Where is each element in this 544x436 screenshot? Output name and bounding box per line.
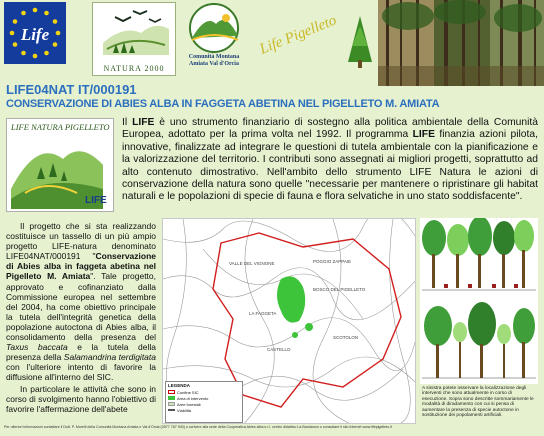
intro-life-bold-1: LIFE — [132, 117, 155, 128]
legend-swatch-1 — [168, 390, 175, 394]
natura-birds-icon — [93, 3, 177, 63]
project-code: LIFE04NAT IT/000191 — [6, 82, 137, 97]
intervention-map — [162, 218, 416, 424]
header — [0, 0, 544, 80]
legend-swatch-3 — [168, 402, 175, 406]
intro-life-bold-2: LIFE — [412, 129, 435, 141]
natura-2000-logo — [92, 2, 176, 76]
tree-diagram-before — [422, 218, 536, 290]
desc-text-4: con l'ulteriore intento di favorire la diffusione all'interno del SIC. — [6, 362, 156, 383]
hills-life-illustration — [7, 119, 113, 211]
thinning-diagrams — [420, 218, 538, 384]
pigelleto-text: Life Pigelleto — [257, 12, 339, 58]
legend-label-4: Viabilità — [177, 407, 191, 413]
legend-title: LEGENDA — [168, 383, 191, 388]
comunita-label — [182, 54, 246, 68]
intro-paragraph — [122, 117, 538, 204]
forest-photos — [378, 0, 544, 86]
desc-text-3: e la tutela della presenza della — [6, 342, 157, 363]
comunita-line2: Amiata Val d'Orcia — [189, 61, 239, 67]
legend-row-4 — [166, 407, 242, 413]
life-natura-pigelleto-box — [6, 118, 114, 212]
desc-salamandrina: Salamandrina terdigitata — [63, 352, 157, 363]
tree-diagram-illustration — [420, 218, 538, 384]
comunita-line1: Comunità Montana — [188, 54, 240, 60]
eu-life-logo — [4, 2, 66, 64]
eu-stars-icon — [4, 2, 66, 64]
legend-swatch-4 — [168, 409, 175, 411]
footer-contact: Per ulteriori informazioni contattare il Dott. P. Morelli della Comunità Montana Amiata e Val d'Orcia (0577 787 940) o scrivere alla sede della Cooperativa Abies alba s.r.l. centro didattico La Bandanon o consultare il sito internet www.lifepigelleto.it — [4, 425, 392, 429]
intro-part-1: Il — [122, 117, 133, 128]
map-label-5: CASTELLO — [267, 347, 291, 352]
map-label-2: POGGIO ZAPPAIE — [313, 259, 352, 264]
project-paragraph-2: In particolare le attività che sono in corso di svolgimento hanno l'obiettivo di favorire l'affermazione dell'abete — [6, 383, 156, 414]
intro-part-3: finanzia azioni pilota, innovative, finalizzate ad integrare le questioni di tutela ambientale con la pianificazione e la valorizzazione del territorio. I contributi sono assegnati ai migliori progetti, soprattutto ad alto contenuto dimostrativo. Nell'ambito dello strumento LIFE Natura le azioni di conservazione della natura sono quelle "necessarie per mantenere o ripristinare gli habitat naturali e le popolazioni di specie di fauna e flora selvatiche in uno stato soddisfacente". — [122, 129, 538, 203]
legend-label-2: Area di intervento — [177, 395, 209, 401]
project-title: CONSERVAZIONE DI ABIES ALBA IN FAGGETA ABETINA NEL PIGELLETO M. AMIATA — [6, 98, 440, 110]
comunita-montana-logo — [182, 2, 246, 76]
tree-diagram-after — [422, 302, 536, 378]
legend-label-3: Aree forestali — [177, 401, 201, 407]
life-box-logo-text: LIFE — [85, 195, 107, 206]
forest-photo-collage — [378, 0, 544, 86]
intervention-areas — [277, 276, 313, 338]
desc-text-2: ". Tale progetto, approvato e cofinanziato dalla Commissione europea nel settembre del 2004, ha come obiettivo principale la tutela dell'integrità genetica della popolazione autoctona di Abies alba, il consolidamento della presenza del — [6, 271, 156, 343]
desc-taxus: Taxus baccata — [6, 342, 68, 353]
legend-swatch-2 — [168, 396, 175, 400]
desc-project-title: Conservazione di Abies alba in faggeta abetina nel Pigelleto M. Amiata — [6, 251, 156, 282]
legend-label-1: Confine SIC — [177, 389, 199, 395]
natura-label: NATURA 2000 — [103, 64, 165, 73]
desc-text-1: Il progetto che si sta realizzando costituisce un tassello di un più ampio progetto LIFE-natura denominato LIFE04NAT/000191 " — [6, 221, 156, 262]
map-label-1: VALLE DEL VIGNONE — [229, 261, 275, 266]
map-caption: A sinistra potete osservare la localizzazione degli interventi che sono attualmente in corso di esecuzione. Sopra sono descritte sommariamente le modalità di diradamento con cui si pensa di aumentare la presenza di specie autoctone in sostituzione dei popolamenti artificiali. — [422, 386, 534, 419]
life-pigelleto-logo — [252, 2, 378, 72]
life-box-label: LIFE NATURA PIGELLETO — [11, 122, 110, 132]
map-label-4: LA FAGGETA — [249, 311, 277, 316]
mountain-icon — [182, 2, 246, 54]
map-label-3: BOSCO DEL PIGELLETO — [313, 287, 366, 292]
pigelleto-tree-icon — [252, 2, 378, 72]
intro-part-2: è uno strumento finanziario di sostegno alla politica ambientale della Comunità Europea, adottato per la prima volta nel 1992. Il programma — [122, 117, 538, 141]
project-description — [6, 221, 156, 414]
map-label-6: SCOTOLON — [333, 335, 359, 340]
map-legend — [165, 381, 243, 423]
eu-life-text: Life — [20, 25, 50, 44]
project-paragraph-1 — [6, 221, 156, 383]
